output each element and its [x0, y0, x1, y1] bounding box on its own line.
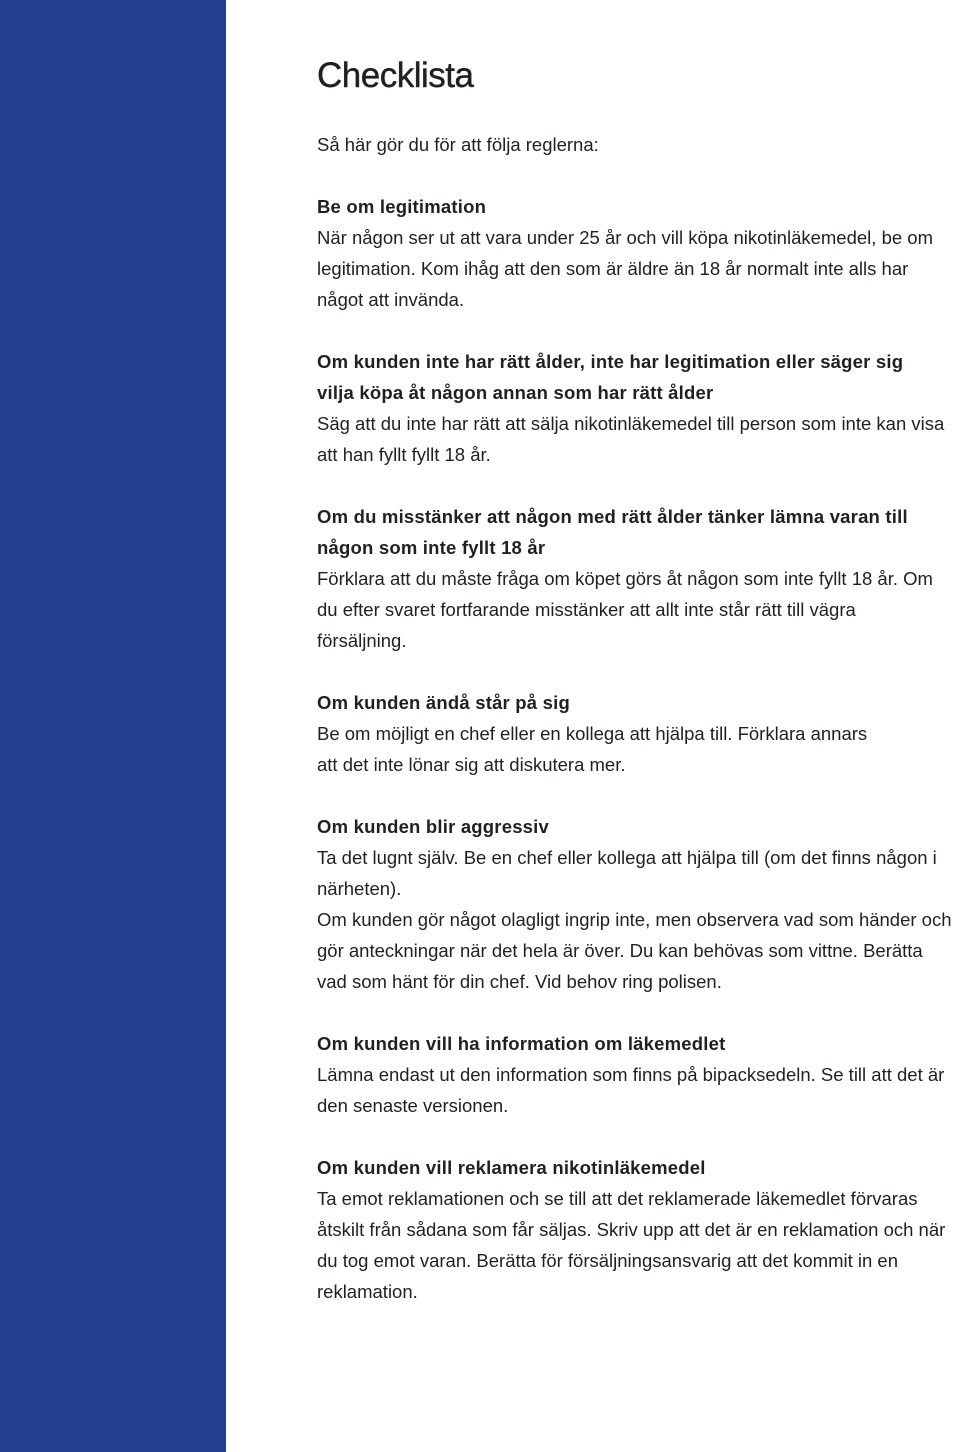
section-body: Säg att du inte har rätt att sälja nikotinläkemedel till person som inte kan visa att han fyllt fyllt 18 år.: [317, 413, 945, 465]
page-title: Checklista: [317, 56, 474, 95]
section-heading: Om kunden vill reklamera nikotinläkemedel: [317, 1157, 706, 1178]
section-heading: Om kunden vill ha information om läkemedlet: [317, 1033, 726, 1054]
document-content: [317, 52, 960, 1307]
section-body: Ta emot reklamationen och se till att det reklamerade läkemedlet förvaras åtskilt från sådana som får säljas. Skriv upp att det är en reklamation och när du tog emot varan. Berätta för försäljningsansvarig att det kommit in en reklamation.: [317, 1188, 946, 1302]
blue-sidebar: [0, 0, 226, 1452]
section-insists: [317, 687, 960, 780]
section-heading: Be om legitimation: [317, 196, 487, 217]
section-heading: Om kunden ändå står på sig: [317, 692, 570, 713]
section-body: Ta det lugnt själv. Be en chef eller kollega att hjälpa till (om det finns någon i närheten).: [317, 847, 937, 899]
intro-text: Så här gör du för att följa reglerna:: [317, 134, 599, 155]
section-legitimation: [317, 191, 960, 315]
section-information: [317, 1028, 960, 1121]
section-heading: Om kunden inte har rätt ålder, inte har legitimation eller säger sig vilja köpa åt någon annan som har rätt ålder: [317, 351, 904, 403]
section-body: Be om möjligt en chef eller en kollega att hjälpa till. Förklara annars att det inte lönar sig att diskutera mer.: [317, 723, 868, 775]
section-body: Om kunden gör något olagligt ingrip inte, men observera vad som händer och gör anteckningar när det hela är över. Du kan behövas som vittne. Berätta vad som hänt för din chef. Vid behov ring polisen.: [317, 909, 952, 992]
section-suspicion: [317, 501, 960, 656]
section-body: Förklara att du måste fråga om köpet görs åt någon som inte fyllt 18 år. Om du efter svaret fortfarande misstänker att allt inte står rätt till vägra försäljning.: [317, 568, 933, 651]
section-heading: Om kunden blir aggressiv: [317, 816, 550, 837]
section-body: När någon ser ut att vara under 25 år och vill köpa nikotinläkemedel, be om legitimation. Kom ihåg att den som är äldre än 18 år normalt inte alls har något att invända.: [317, 227, 933, 310]
section-heading: Om du misstänker att någon med rätt ålder tänker lämna varan till någon som inte fyllt 18 år: [317, 506, 908, 558]
section-wrong-age: [317, 346, 960, 470]
section-reclamation: [317, 1152, 960, 1307]
section-aggressive: [317, 811, 960, 997]
section-body: Lämna endast ut den information som finns på bipacksedeln. Se till att det är den senaste versionen.: [317, 1064, 945, 1116]
